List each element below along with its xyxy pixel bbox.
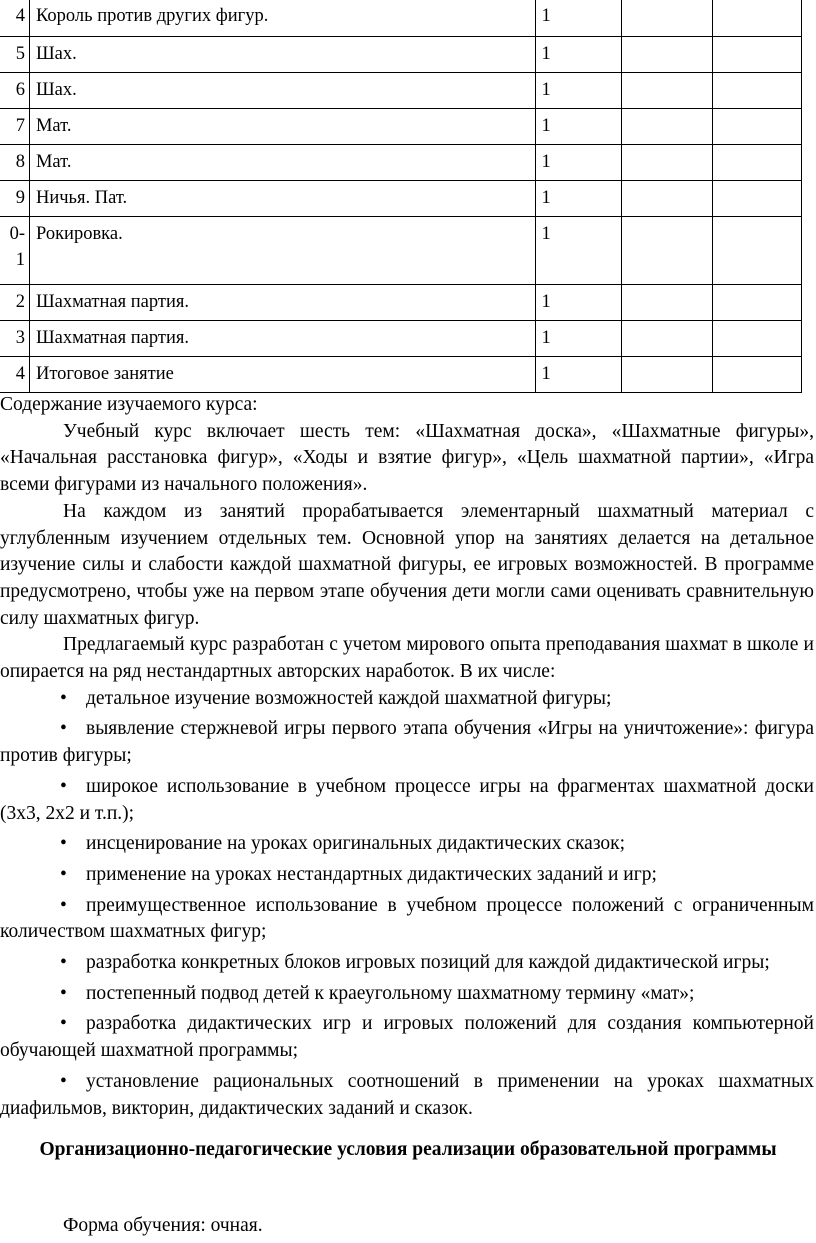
list-item xyxy=(0,1069,814,1122)
row-number: 7 xyxy=(0,109,29,145)
row-empty-cell xyxy=(712,109,801,145)
row-hours: 1 xyxy=(535,0,622,37)
table-row xyxy=(0,217,802,285)
program-table xyxy=(0,0,802,393)
form-of-study: Форма обучения: очная. xyxy=(63,1215,263,1236)
list-item-text: постепенный подвод детей к краеугольному шахматному термину «мат»; xyxy=(86,982,695,1004)
row-hours: 1 xyxy=(535,73,622,109)
row-empty-cell xyxy=(622,181,713,217)
list-item xyxy=(0,831,814,858)
table-row xyxy=(0,181,802,217)
row-hours: 1 xyxy=(535,357,622,393)
list-item xyxy=(0,893,814,946)
row-topic: Шахматная партия. xyxy=(29,321,535,357)
list-item-text: преимущественное использование в учебном процессе положений с ограниченным количеством шахматных фигур; xyxy=(0,894,814,943)
row-empty-cell xyxy=(712,0,801,37)
bullet-icon: • xyxy=(60,982,67,1004)
list-item xyxy=(0,774,814,827)
table-row xyxy=(0,73,802,109)
row-empty-cell xyxy=(622,37,713,73)
row-number: 8 xyxy=(0,145,29,181)
table-row xyxy=(0,109,802,145)
list-item-text: детальное изучение возможностей каждой шахматной фигуры; xyxy=(86,687,612,709)
bullet-icon: • xyxy=(60,775,67,797)
list-item xyxy=(0,1011,814,1064)
list-item-text: разработка конкретных блоков игровых позиций для каждой дидактической игры; xyxy=(86,952,770,974)
row-number: 2 xyxy=(0,285,29,321)
bullet-icon: • xyxy=(60,687,67,709)
list-item-text: разработка дидактических игр и игровых положений для создания компьютерной обучающей шахматной программы; xyxy=(0,1013,814,1062)
row-number: 5 xyxy=(0,37,29,73)
table-row xyxy=(0,285,802,321)
list-item xyxy=(0,950,814,977)
list-item xyxy=(0,716,814,769)
list-item-text: широкое использование в учебном процессе игры на фрагментах шахматной доски (3х3, 2х2 и т.п.); xyxy=(0,775,814,824)
table-row xyxy=(0,0,802,37)
row-empty-cell xyxy=(622,357,713,393)
list-item-text: выявление стержневой игры первого этапа обучения «Игры на уничтожение»: фигура против фигуры; xyxy=(0,718,814,767)
row-hours: 1 xyxy=(535,37,622,73)
row-empty-cell xyxy=(622,0,713,37)
row-empty-cell xyxy=(712,37,801,73)
row-empty-cell xyxy=(712,285,801,321)
bullet-icon: • xyxy=(60,1070,67,1092)
table-row xyxy=(0,37,802,73)
conditions-heading: Организационно-педагогические условия реализации образовательной программы xyxy=(39,1139,777,1160)
row-hours: 1 xyxy=(535,145,622,181)
row-hours: 1 xyxy=(535,109,622,145)
bullet-icon: • xyxy=(60,718,67,740)
list-item xyxy=(0,862,814,889)
row-number: 0- 1 xyxy=(0,217,29,285)
paragraph: Предлагаемый курс разработан с учетом мирового опыта преподавания шахмат в школе и опирается на ряд нестандартных авторских наработок. В их числе: xyxy=(0,634,814,683)
row-topic: Шахматная партия. xyxy=(29,285,535,321)
row-empty-cell xyxy=(622,109,713,145)
table-row xyxy=(0,145,802,181)
list-item-text: установление рациональных соотношений в применении на уроках шахматных диафильмов, викторин, дидактических заданий и сказок. xyxy=(0,1070,814,1119)
paragraph: На каждом из занятий прорабатывается элементарный шахматный материал с углубленным изучением отдельных тем. Основной упор на занятиях делается на детальное изучение силы и слабости каждой шахматной фигуры, ее игровых возможностей. В программе предусмотрено, чтобы уже на первом этапе обучения дети могли сами оценивать сравнительную силу шахматных фигур. xyxy=(0,500,814,629)
row-empty-cell xyxy=(622,73,713,109)
list-item xyxy=(0,686,814,713)
row-topic: Шах. xyxy=(29,37,535,73)
row-number: 4 xyxy=(0,0,29,37)
row-empty-cell xyxy=(622,217,713,285)
row-empty-cell xyxy=(712,217,801,285)
course-content xyxy=(0,392,814,1122)
list-item-text: инсценирование на уроках оригинальных дидактических сказок; xyxy=(86,833,626,855)
row-empty-cell xyxy=(712,73,801,109)
row-number: 3 xyxy=(0,321,29,357)
table-row xyxy=(0,321,802,357)
bullet-icon: • xyxy=(60,952,67,974)
row-empty-cell xyxy=(622,145,713,181)
bullet-icon: • xyxy=(60,863,67,885)
row-topic: Итоговое занятие xyxy=(29,357,535,393)
row-topic: Ничья. Пат. xyxy=(29,181,535,217)
row-number: 9 xyxy=(0,181,29,217)
row-empty-cell xyxy=(712,357,801,393)
row-topic: Рокировка. xyxy=(29,217,535,285)
row-empty-cell xyxy=(712,145,801,181)
row-empty-cell xyxy=(622,321,713,357)
row-topic: Король против других фигур. xyxy=(29,0,535,37)
bullet-icon: • xyxy=(60,1013,67,1035)
list-item-text: применение на уроках нестандартных дидактических заданий и игр; xyxy=(86,863,657,885)
row-topic: Мат. xyxy=(29,145,535,181)
row-number: 4 xyxy=(0,357,29,393)
row-empty-cell xyxy=(622,285,713,321)
row-hours: 1 xyxy=(535,217,622,285)
bullet-icon: • xyxy=(60,833,67,855)
row-empty-cell xyxy=(712,181,801,217)
bullet-icon: • xyxy=(60,894,67,916)
list-item xyxy=(0,981,814,1008)
section-title: Содержание изучаемого курса: xyxy=(0,394,258,415)
paragraph: Учебный курс включает шесть тем: «Шахматная доска», «Шахматные фигуры», «Начальная расстановка фигур», «Ходы и взятие фигур», «Цель шахматной партии», «Игра всеми фигурами из начального положения». xyxy=(0,420,814,496)
row-hours: 1 xyxy=(535,285,622,321)
row-hours: 1 xyxy=(535,321,622,357)
row-topic: Шах. xyxy=(29,73,535,109)
row-empty-cell xyxy=(712,321,801,357)
row-topic: Мат. xyxy=(29,109,535,145)
row-hours: 1 xyxy=(535,181,622,217)
table-row xyxy=(0,357,802,393)
row-number: 6 xyxy=(0,73,29,109)
